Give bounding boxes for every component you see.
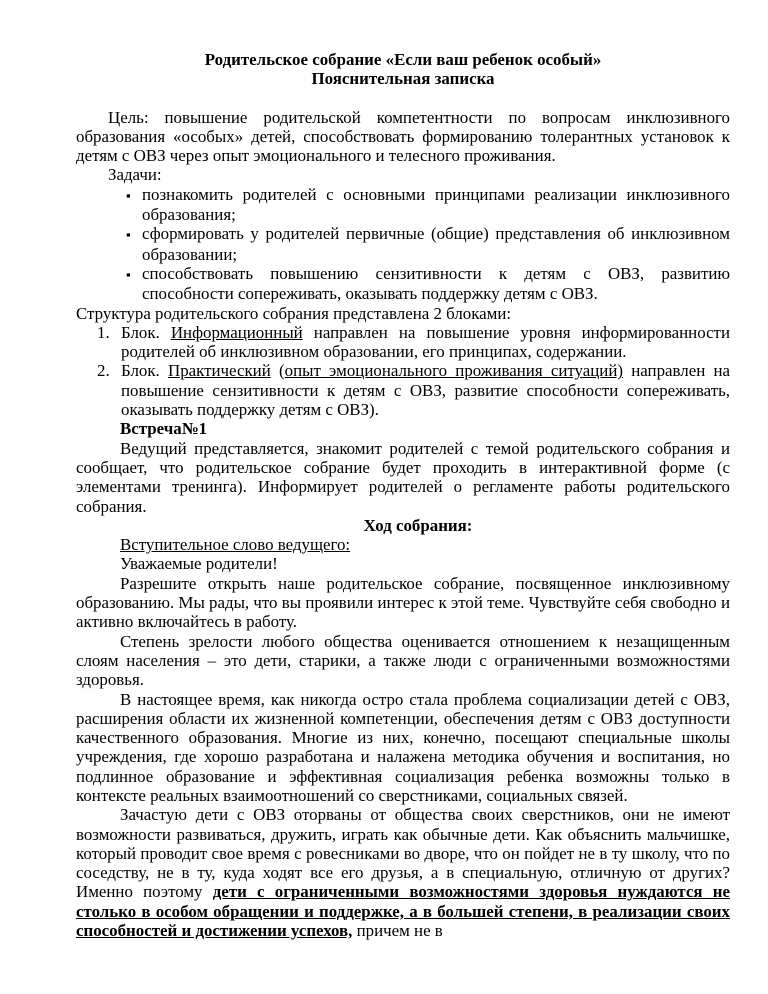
structure-intro: Структура родительского собрания представлена 2 блоками: xyxy=(76,303,512,323)
block-type: Практический xyxy=(168,361,271,381)
block-number: 1. xyxy=(97,322,110,342)
block-description: направлен на повышение сензитивности к детям с ОВЗ, развитие способности сопереживать, оказывать поддержку детям с ОВЗ). xyxy=(121,361,730,420)
meeting-heading: Встреча№1 xyxy=(120,419,208,439)
emphasized-text: дети с ограниченными возможностями здоровья нуждаются не столько в особом обращении и поддержке, а в большей степени, в реализации своих способностей и достижении успехов, xyxy=(76,882,731,941)
intro-label-text: Вступительное слово ведущего: xyxy=(120,535,351,555)
block-number: 2. xyxy=(97,361,110,381)
goal-paragraph: Цель: повышение родительской компетентности по вопросам инклюзивного образования «особых» детей, способствовать формированию толерантных установок к детям с ОВЗ через опыт эмоционального и телесного проживания. xyxy=(76,107,730,166)
paragraph-text: Зачастую дети с ОВЗ оторваны от общества своих сверстников, они не имеют возможности развиваться, дружить, играть как обычные дети. Как объяснить мальчишке, который проводит свое время с ровесниками во дворе, что он пойдет не в ту школу, что по соседству, не в ту, куда ходят все его друзья, а в специальную, отличную от других? Именно поэтому xyxy=(76,805,730,902)
block-prefix: Блок. xyxy=(121,322,171,342)
tasks-heading: Задачи: xyxy=(108,165,162,185)
block-subtype: опыт эмоционального проживания ситуаций) xyxy=(284,361,623,381)
greeting: Уважаемые родители! xyxy=(120,554,278,574)
body-paragraph-last xyxy=(76,805,730,940)
structure-block-2 xyxy=(76,361,730,419)
task-item: ▪ способствовать повышению сензитивности к детям с ОВЗ, развитию способности сопереживать, оказывать поддержку детям с ОВЗ. xyxy=(76,264,730,304)
task-item: ▪ познакомить родителей с основными принципами реализации инклюзивного образования; xyxy=(76,185,730,225)
doc-title: Родительское собрание «Если ваш ребенок особый» xyxy=(204,50,602,69)
block-description: направлен на повышение уровня информированности родителей об инклюзивном образовании, его принципах, содержании. xyxy=(121,322,730,362)
structure-block-1 xyxy=(76,323,730,362)
course-heading: Ход собрания: xyxy=(363,515,473,535)
body-paragraph: Разрешите открыть наше родительское собрание, посвященное инклюзивному образованию. Мы рады, что вы проявили интерес к этой теме. Чувствуйте себя свободно и активно включайтесь в работу. xyxy=(76,573,730,632)
block-prefix: Блок. xyxy=(121,361,169,381)
meeting-paragraph: Ведущий представляется, знакомит родителей с темой родительского собрания и сообщает, что родительское собрание будет проходить в интерактивной форме (с элементами тренинга). Информирует родителей о регламенте работы родительского собрания. xyxy=(76,438,730,516)
body-paragraph: Степень зрелости любого общества оценивается отношением к незащищенным слоям населения – это дети, старики, а также люди с ограниченными возможностями здоровья. xyxy=(76,631,730,690)
paragraph-tail: причем не в xyxy=(352,921,443,941)
doc-subtitle: Пояснительная записка xyxy=(311,69,495,89)
intro-label xyxy=(76,535,730,554)
task-item: ▪ сформировать у родителей первичные (общие) представления об инклюзивном образовании; xyxy=(76,224,730,264)
block-paren: ( xyxy=(270,361,285,381)
blank-line xyxy=(76,89,730,108)
body-paragraph: В настоящее время, как никогда остро стала проблема социализации детей с ОВЗ, расширения области их жизненной компетенции, обеспечения детям с ОВЗ доступности качественного образования. Многие из них, конечно, посещают специальные школы учреждения, где хорошо разработана и налажена методика обучения и воспитания, но подлинное образование и эффективная социализация ребенка возможны только в контексте реальных взаимоотношений со сверстниками, социальных связей. xyxy=(76,689,730,805)
block-type: Информационный xyxy=(170,322,303,342)
